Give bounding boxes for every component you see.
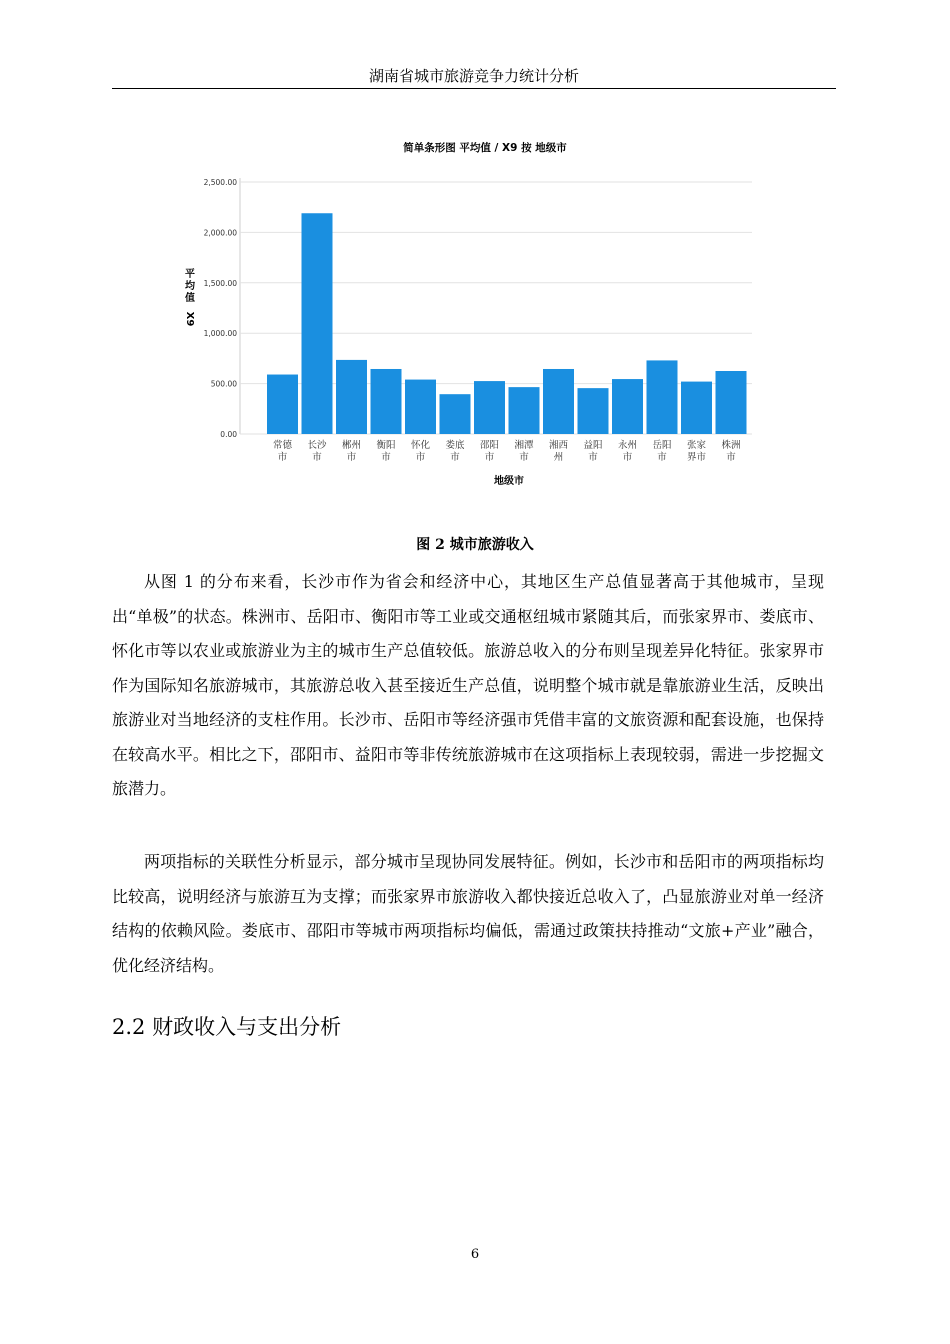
x-tick-label: 长沙 <box>307 440 327 451</box>
bar <box>647 360 678 434</box>
x-tick-label: 市 <box>415 452 426 463</box>
y-axis-title-latin: X9 <box>184 311 195 327</box>
section-heading: 2.2 财政收入与支出分析 <box>112 1015 342 1039</box>
y-axis-title-char: 值 <box>185 293 195 304</box>
x-axis-title: 地级市 <box>494 476 524 487</box>
bar <box>543 369 574 434</box>
bars <box>267 213 747 434</box>
x-tick-label: 市 <box>622 452 633 463</box>
x-tick-label: 湘西 <box>548 440 569 451</box>
x-tick-label: 永州 <box>617 440 638 451</box>
x-tick-label: 市 <box>277 452 288 463</box>
x-tick-label: 岳阳 <box>652 440 672 451</box>
x-tick-label: 市 <box>381 452 391 463</box>
x-tick-label: 益阳 <box>583 440 603 451</box>
body-paragraph-1: 从图 1 的分布来看，长沙市作为省会和经济中心，其地区生产总值显著高于其他城市，呈现出“单极”的状态。株洲市、岳阳市、衡阳市等工业或交通枢纽城市紧随其后，而张家界市、娄底市、怀化市等以农业或旅游业为主的城市生产总值较低。旅游总收入的分布则呈现差异化特征。张家界市作为国际知名旅游城市，其旅游总收入甚至接近生产总值，说明整个城市就是靠旅游业生活，反映出旅游业对当地经济的支柱作用。长沙市、岳阳市等经济强市凭借丰富的文旅资源和配套设施，也保持在较高水平。相比之下，邵阳市、益阳市等非传统旅游城市在这项指标上表现较弱，需进一步挖掘文旅潜力。 <box>112 572 824 798</box>
x-tick-label: 市 <box>726 452 736 463</box>
y-axis-title-char: 平 <box>185 269 195 280</box>
x-tick-label: 怀化 <box>410 440 431 451</box>
y-axis-title-char: 均 <box>185 281 195 292</box>
header-rule <box>112 88 836 89</box>
x-tick-label: 株洲 <box>721 440 741 451</box>
bar <box>371 369 402 434</box>
x-tick-label: 市 <box>484 452 495 463</box>
y-tick-label: 1,000.00 <box>203 329 237 339</box>
bar <box>336 360 367 434</box>
bar <box>474 381 505 434</box>
bar <box>405 380 436 434</box>
bar <box>681 382 712 434</box>
x-tick-label: 湘潭 <box>514 440 534 451</box>
x-tick-label: 市 <box>657 452 667 463</box>
x-tick-label: 衡阳 <box>376 440 396 451</box>
x-tick-label: 张家 <box>686 440 707 451</box>
bar <box>267 375 298 434</box>
x-axis <box>273 439 741 463</box>
running-header: 湖南省城市旅游竞争力统计分析 <box>368 67 579 85</box>
x-tick-label: 邵阳 <box>479 440 500 451</box>
bar <box>440 394 471 434</box>
chart-title: 简单条形图 平均值 / X9 按 地级市 <box>403 142 567 154</box>
x-tick-label: 市 <box>519 452 529 463</box>
y-tick-label: 500.00 <box>210 379 237 389</box>
y-tick-label: 1,500.00 <box>203 278 237 288</box>
bar-chart <box>180 132 780 492</box>
bar <box>578 388 609 434</box>
x-tick-label: 常德 <box>272 440 293 451</box>
x-tick-label: 市 <box>346 452 357 463</box>
x-tick-label: 市 <box>450 452 460 463</box>
y-tick-label: 2,000.00 <box>203 228 237 238</box>
bar <box>509 387 540 434</box>
y-tick-label: 2,500.00 <box>203 178 237 187</box>
figure-caption: 图 2 城市旅游收入 <box>416 537 534 553</box>
x-tick-label: 界市 <box>686 452 707 463</box>
bar <box>302 213 333 434</box>
bar <box>716 371 747 434</box>
x-tick-label: 郴州 <box>341 440 362 451</box>
y-axis-title <box>184 267 195 326</box>
bar <box>612 379 643 434</box>
body-paragraph-2: 两项指标的关联性分析显示，部分城市呈现协同发展特征。例如，长沙市和岳阳市的两项指标均比较高，说明经济与旅游互为支撑；而张家界市旅游收入都快接近总收入了，凸显旅游业对单一经济结构的依赖风险。娄底市、邵阳市等城市两项指标均偏低，需通过政策扶持推动“文旅+产业”融合，优化经济结构。 <box>112 852 824 975</box>
x-tick-label: 州 <box>553 452 564 463</box>
page-number: 6 <box>470 1247 480 1262</box>
y-tick-label: 0.00 <box>220 430 237 439</box>
x-tick-label: 市 <box>312 452 322 463</box>
x-tick-label: 娄底 <box>445 440 465 451</box>
x-tick-label: 市 <box>588 452 598 463</box>
